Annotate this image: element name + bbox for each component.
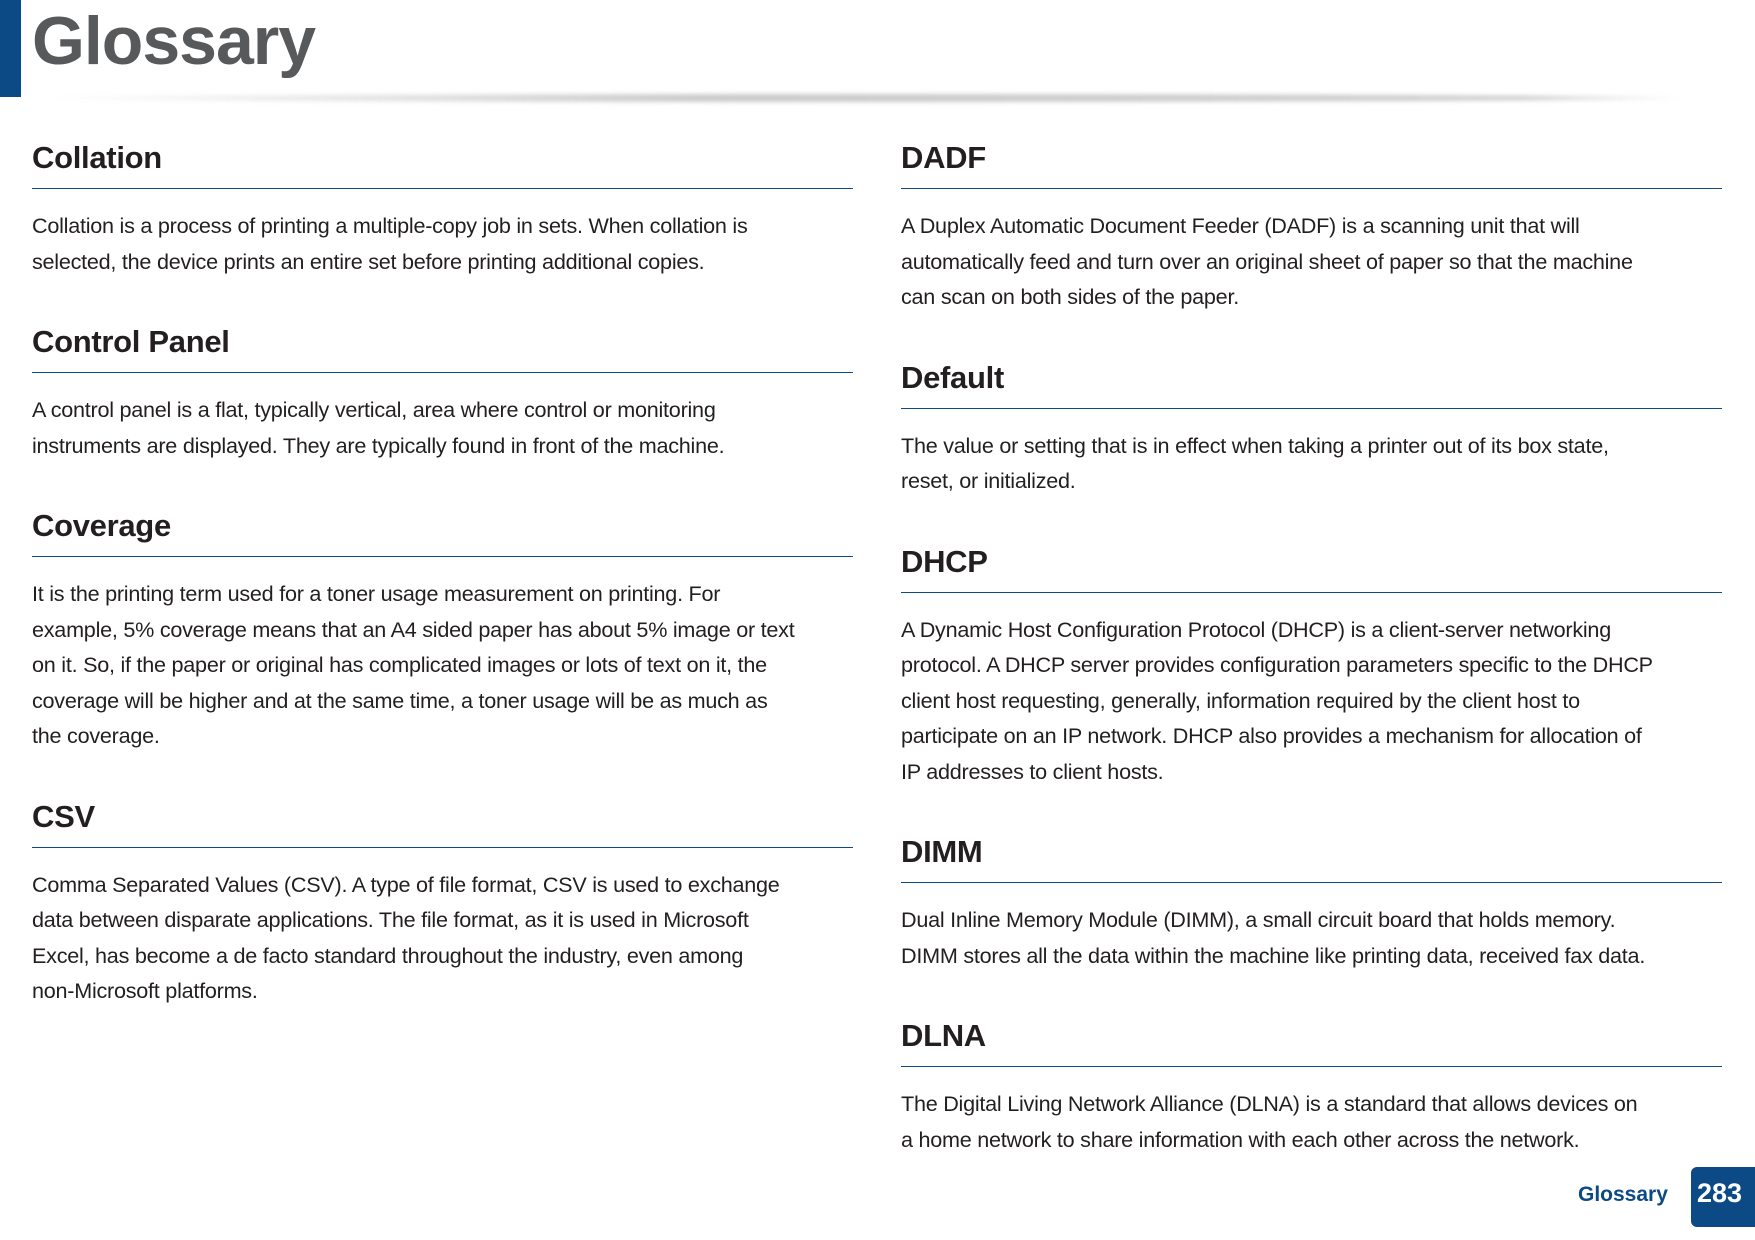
- definition-line: DIMM stores all the data within the machine like printing data, received fax data.: [901, 942, 1646, 968]
- definition-line: client host requesting, generally, information required by the client host to: [901, 687, 1580, 713]
- header-accent-bar: [0, 0, 21, 97]
- definition-line: data between disparate applications. The file format, as it is used in Microsoft: [32, 907, 749, 932]
- glossary-term: Coverage: [32, 508, 853, 557]
- definition-line: coverage will be higher and at the same time, a toner usage will be as much as: [32, 687, 768, 713]
- glossary-term: DADF: [901, 140, 1722, 189]
- glossary-entry: [901, 140, 1722, 315]
- definition-line: IP addresses to client hosts.: [901, 758, 1164, 784]
- glossary-definition: [32, 576, 853, 754]
- glossary-entry: [32, 799, 853, 1009]
- glossary-entry: [901, 544, 1722, 790]
- left-column: [32, 140, 853, 1054]
- definition-line: Dual Inline Memory Module (DIMM), a small circuit board that holds memory.: [901, 907, 1616, 932]
- definition-line: the coverage.: [32, 723, 160, 748]
- definition-line: A Dynamic Host Configuration Protocol (DHCP) is a client-server networking: [901, 616, 1611, 642]
- definition-line: can scan on both sides of the paper.: [901, 284, 1239, 309]
- glossary-entry: [32, 140, 853, 279]
- right-column: [901, 140, 1722, 1202]
- definition-line: It is the printing term used for a toner usage measurement on printing. For: [32, 581, 721, 606]
- glossary-definition: [32, 867, 853, 1009]
- glossary-definition: [901, 1086, 1722, 1157]
- glossary-term: DHCP: [901, 544, 1722, 593]
- definition-line: non-Microsoft platforms.: [32, 978, 258, 1003]
- glossary-definition: [901, 902, 1722, 973]
- glossary-term: Control Panel: [32, 324, 853, 373]
- definition-line: The Digital Living Network Alliance (DLNA) is a standard that allows devices on: [901, 1091, 1638, 1116]
- definition-line: Excel, has become a de facto standard throughout the industry, even among: [32, 942, 744, 968]
- glossary-term: Default: [901, 360, 1722, 409]
- definition-line: instruments are displayed. They are typically found in front of the machine.: [32, 432, 725, 458]
- glossary-entry: [901, 1018, 1722, 1157]
- title-divider: [30, 94, 1690, 102]
- glossary-entry: [32, 508, 853, 754]
- definition-line: example, 5% coverage means that an A4 sided paper has about 5% image or text: [32, 616, 795, 642]
- glossary-entry: [901, 834, 1722, 973]
- glossary-definition: [901, 208, 1722, 315]
- definition-line: protocol. A DHCP server provides configuration parameters specific to the DHCP: [901, 652, 1653, 677]
- footer-section-label: Glossary: [1578, 1183, 1668, 1206]
- definition-line: a home network to share information with each other across the network.: [901, 1126, 1580, 1152]
- glossary-definition: [32, 208, 853, 279]
- page-number: 283: [1691, 1167, 1755, 1227]
- definition-line: participate on an IP network. DHCP also provides a mechanism for allocation of: [901, 723, 1642, 748]
- definition-line: automatically feed and turn over an original sheet of paper so that the machine: [901, 248, 1633, 274]
- definition-line: reset, or initialized.: [901, 468, 1076, 493]
- definition-line: A control panel is a flat, typically vertical, area where control or monitoring: [32, 397, 716, 422]
- definition-line: Collation is a process of printing a multiple-copy job in sets. When collation is: [32, 213, 748, 238]
- page-title: Glossary: [32, 3, 316, 79]
- glossary-entry: [901, 360, 1722, 499]
- glossary-term: CSV: [32, 799, 853, 848]
- definition-line: Comma Separated Values (CSV). A type of file format, CSV is used to exchange: [32, 871, 780, 897]
- glossary-definition: [901, 612, 1722, 790]
- glossary-entry: [32, 324, 853, 463]
- glossary-term: DIMM: [901, 834, 1722, 883]
- glossary-definition: [901, 428, 1722, 499]
- glossary-term: Collation: [32, 140, 853, 189]
- definition-line: on it. So, if the paper or original has complicated images or lots of text on it, the: [32, 652, 767, 677]
- definition-line: The value or setting that is in effect when taking a printer out of its box state,: [901, 432, 1609, 458]
- glossary-term: DLNA: [901, 1018, 1722, 1067]
- definition-line: selected, the device prints an entire set before printing additional copies.: [32, 248, 705, 274]
- glossary-definition: [32, 392, 853, 463]
- definition-line: A Duplex Automatic Document Feeder (DADF) is a scanning unit that will: [901, 213, 1580, 238]
